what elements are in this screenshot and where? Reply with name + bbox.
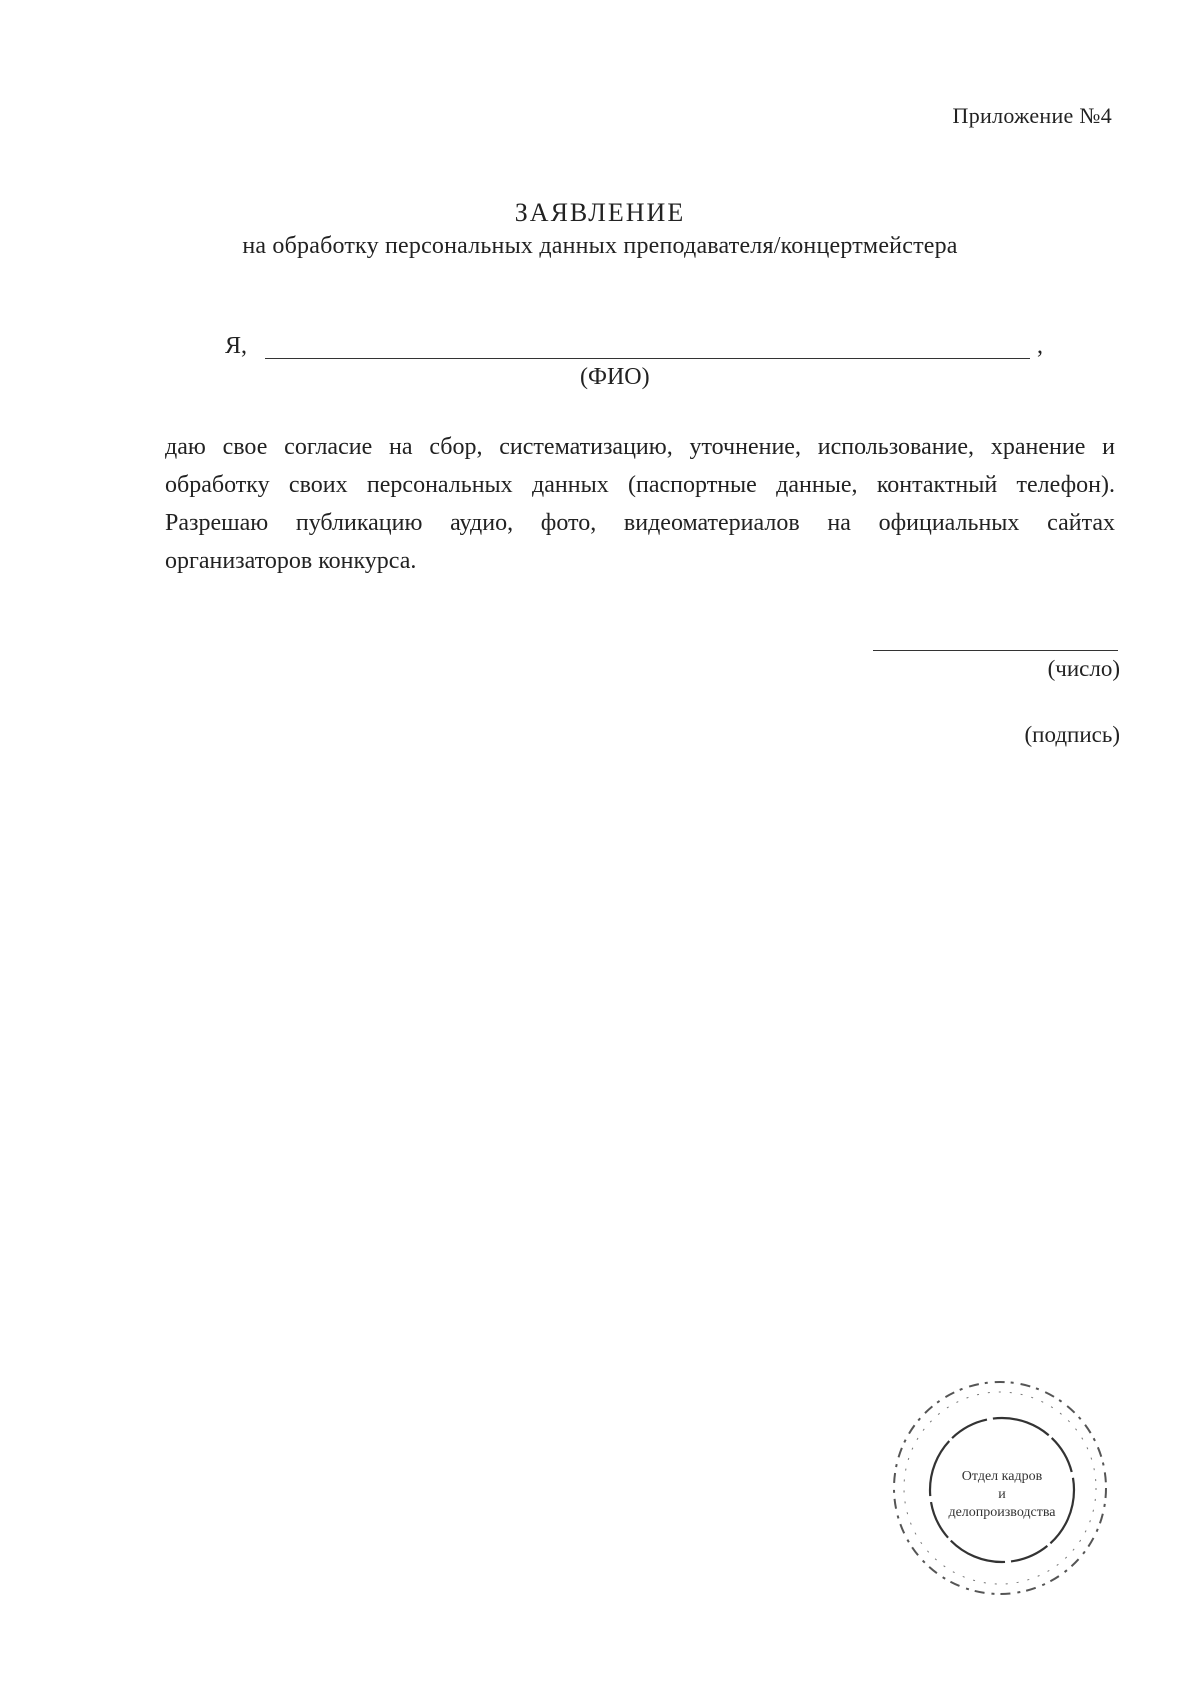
- document-title: ЗАЯВЛЕНИЕ: [514, 198, 686, 227]
- stamp-line-1: Отдел кадров: [961, 1469, 1043, 1484]
- appendix-label: Приложение №4: [952, 103, 1112, 128]
- date-blank-line: [873, 650, 1118, 651]
- stamp-line-2: и: [998, 1487, 1006, 1502]
- document-subtitle: на обработку персональных данных преподавателя/концертмейстера: [242, 233, 958, 259]
- date-caption: (число): [1047, 656, 1120, 681]
- stamp-seal-icon: [880, 1368, 1120, 1608]
- fio-blank-line: [265, 358, 1030, 359]
- fio-prefix: Я,: [225, 333, 248, 359]
- official-stamp: [880, 1368, 1120, 1608]
- stamp-line-3: делопроизводства: [948, 1505, 1056, 1520]
- signature-caption: (подпись): [1024, 722, 1120, 747]
- fio-suffix: ,: [1037, 333, 1043, 359]
- consent-paragraph: даю свое согласие на сбор, систематизацию, уточнение, использование, хранение и обработку своих персональных данных (паспортные данные, контактный телефон). Разрешаю публикацию аудио, фото, видеоматериалов на официальных сайтах организаторов конкурса.: [165, 434, 1115, 574]
- fio-caption: (ФИО): [580, 364, 650, 390]
